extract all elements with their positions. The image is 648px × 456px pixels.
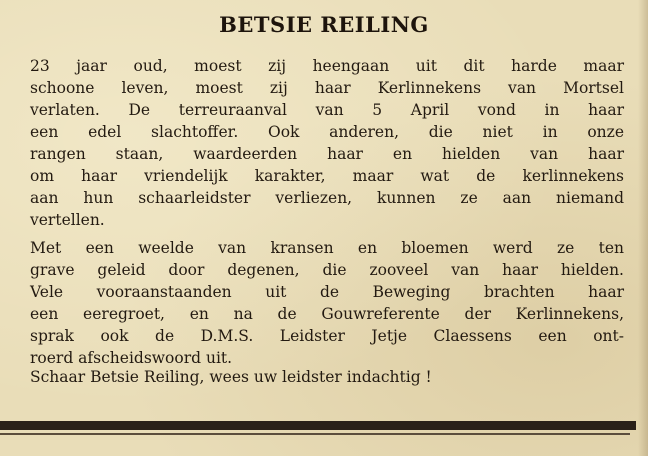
text-line: grave geleid door degenen, die zooveel van haar hielden. bbox=[30, 261, 624, 279]
paragraph-3 bbox=[30, 366, 624, 388]
text-line: verlaten. De terreuraanval van 5 April vond in haar bbox=[30, 101, 624, 119]
paragraph-1 bbox=[30, 55, 624, 231]
text-line: vertellen. bbox=[30, 211, 105, 229]
text-line: Schaar Betsie Reiling, wees uw leidster indachtig ! bbox=[30, 368, 432, 386]
text-line: aan hun schaarleidster verliezen, kunnen ze aan niemand bbox=[30, 189, 624, 207]
text-line: 23 jaar oud, moest zij heengaan uit dit harde maar bbox=[30, 57, 624, 75]
paper-edge-shadow bbox=[638, 0, 648, 456]
text-line: Vele vooraanstaanden uit de Beweging brachten haar bbox=[30, 283, 624, 301]
text-line: om haar vriendelijk karakter, maar wat de kerlinnekens bbox=[30, 167, 624, 185]
text-line: roerd afscheidswoord uit. bbox=[30, 349, 233, 367]
text-line: rangen staan, waardeerden haar en hielden van haar bbox=[30, 145, 624, 163]
article-title: BETSIE REILING bbox=[219, 12, 429, 37]
text-line: schoone leven, moest zij haar Kerlinnekens van Mortsel bbox=[30, 79, 624, 97]
text-line: sprak ook de D.M.S. Leidster Jetje Claessens een ont- bbox=[30, 327, 624, 345]
paragraph-2 bbox=[30, 237, 624, 369]
bottom-rule bbox=[0, 421, 636, 430]
text-line: Met een weelde van kransen en bloemen werd ze ten bbox=[30, 239, 624, 257]
bottom-rule-thin bbox=[0, 433, 630, 435]
text-line: een edel slachtoffer. Ook anderen, die niet in onze bbox=[30, 123, 624, 141]
text-line: een eeregroet, en na de Gouwreferente der Kerlinnekens, bbox=[30, 305, 624, 323]
